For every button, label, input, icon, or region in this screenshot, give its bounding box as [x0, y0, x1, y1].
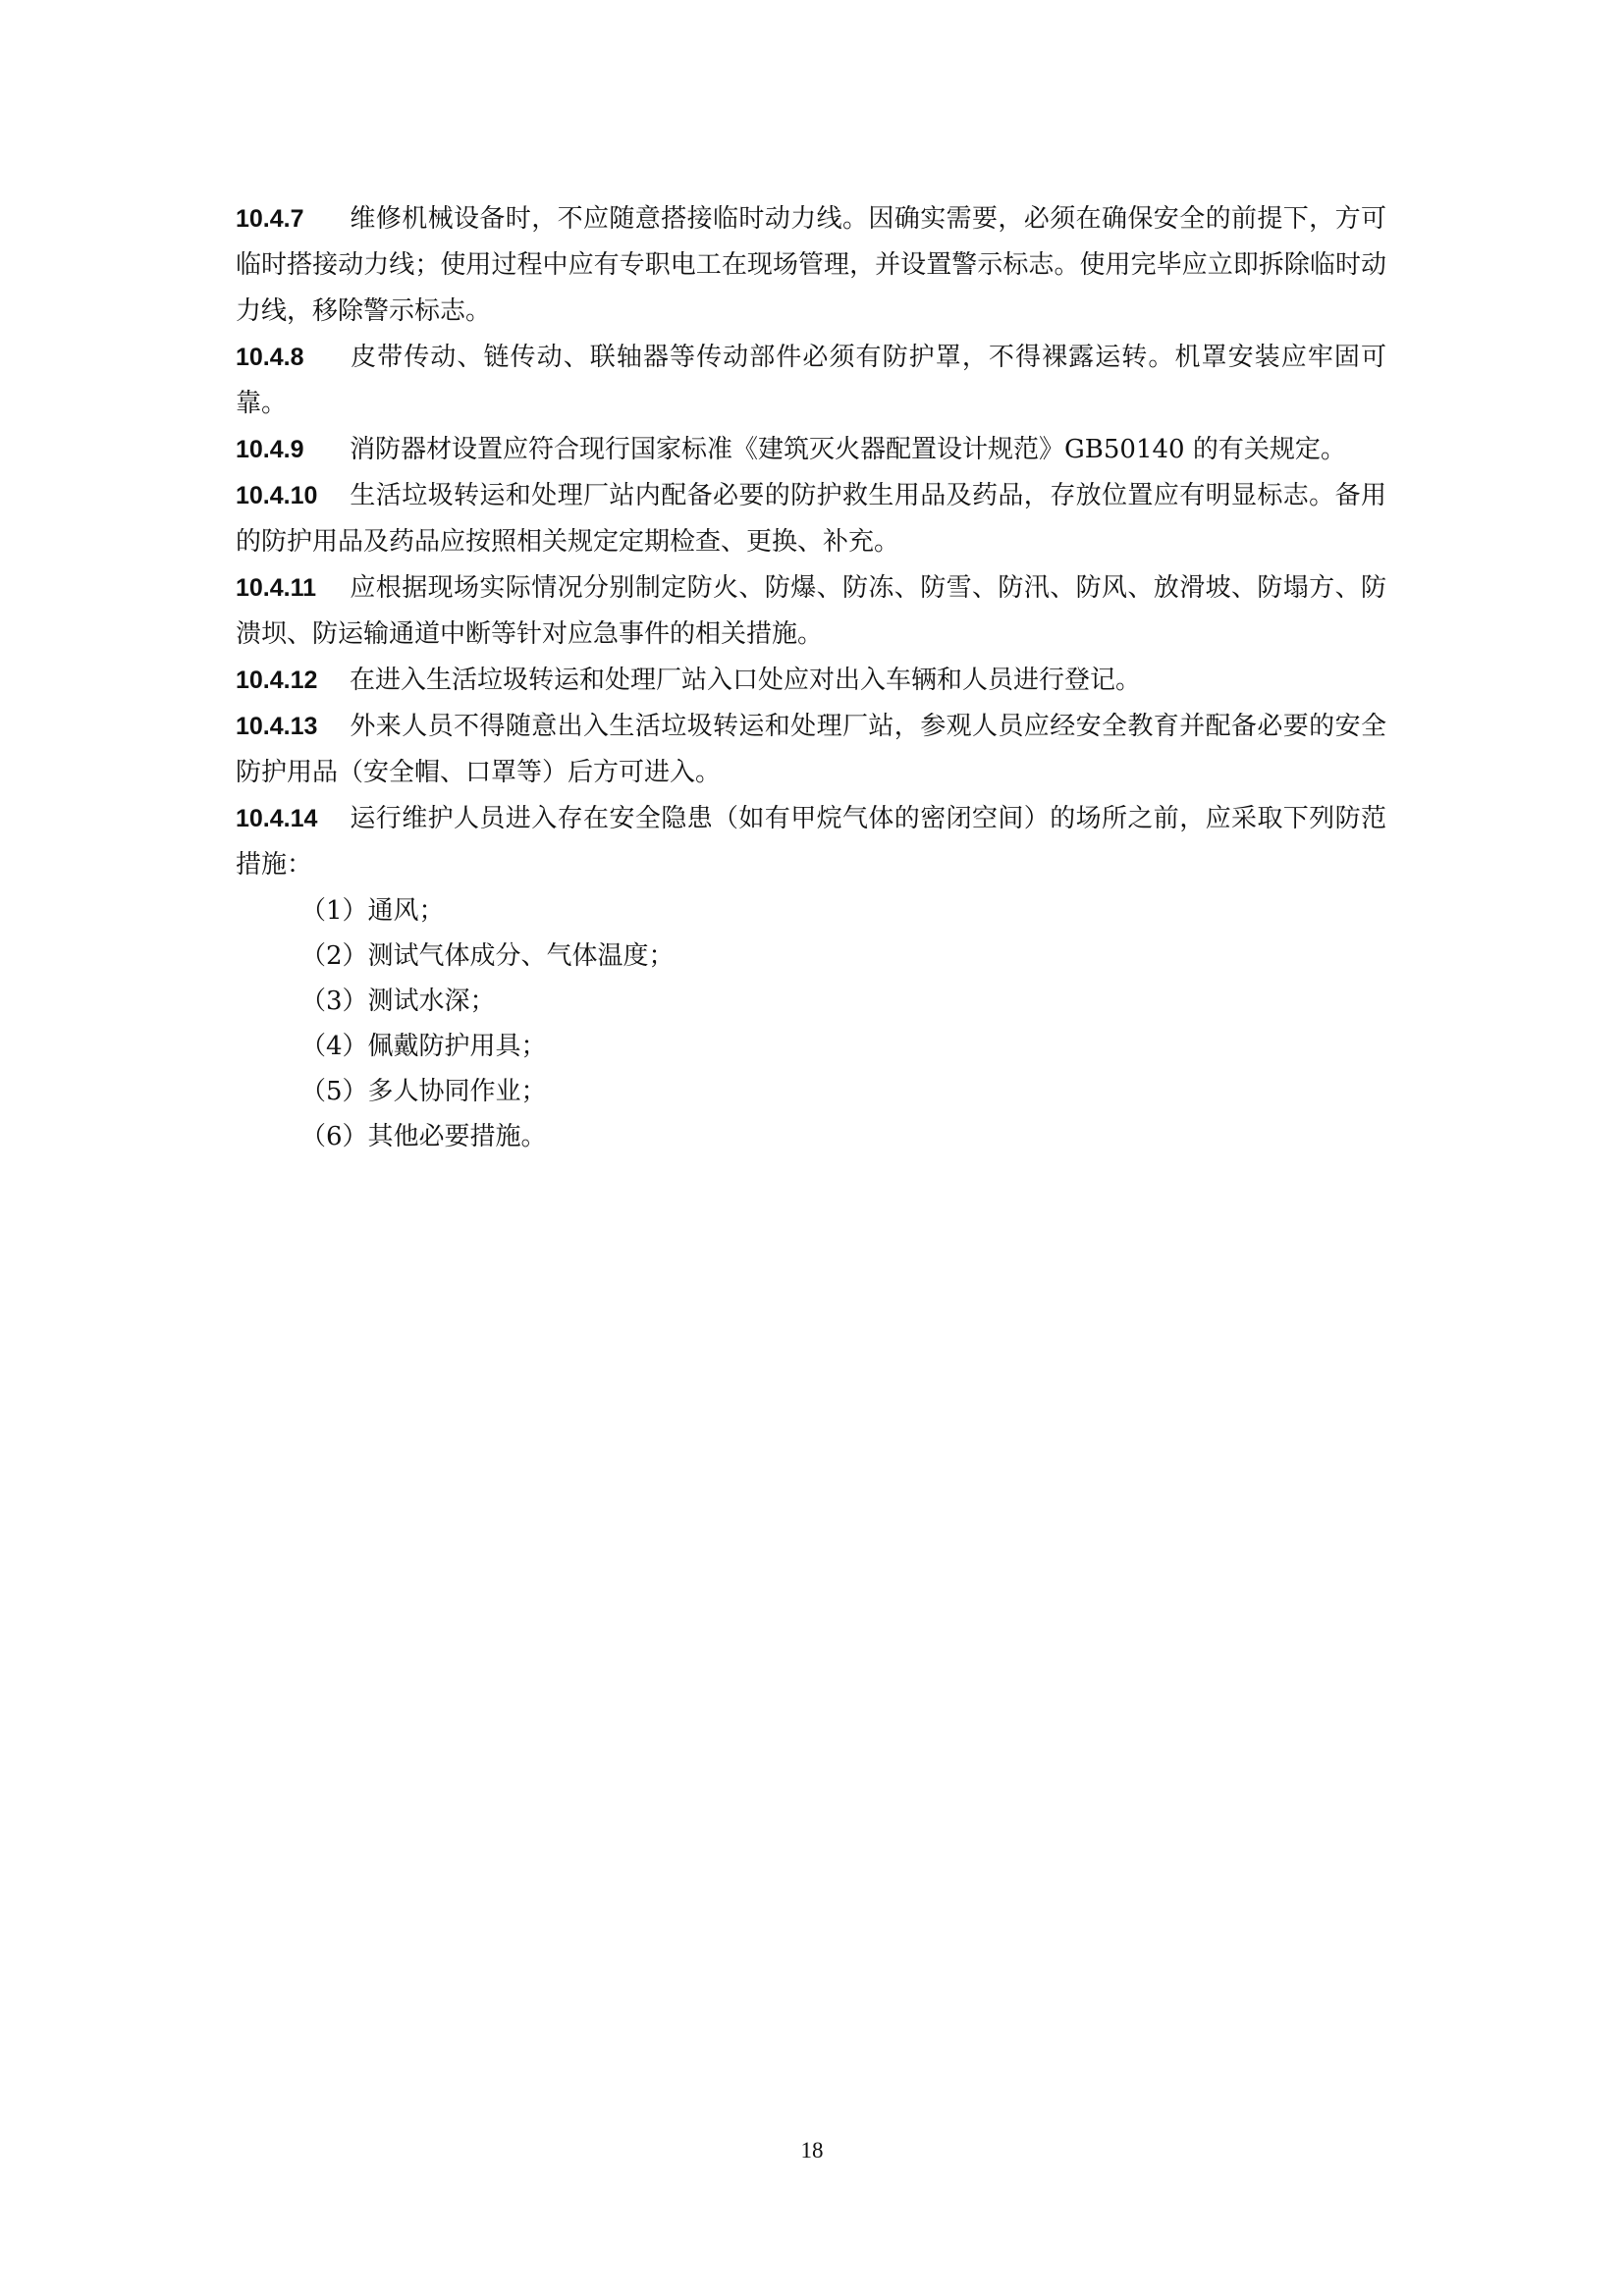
- list-item: （1）通风；: [300, 896, 445, 926]
- clause-text: 皮带传动、链传动、联轴器等传动部件必须有防护罩，不得裸露运转。机罩安装应牢固可靠。: [236, 343, 1386, 418]
- clause-number: 10.4.7: [236, 205, 304, 233]
- clause-text: 运行维护人员进入存在安全隐患（如有甲烷气体的密闭空间）的场所之前，应采取下列防范措施：: [236, 804, 1386, 880]
- list-item: （2）测试气体成分、气体温度；: [300, 941, 675, 971]
- clause-10-4-8: [236, 335, 1386, 427]
- clause-10-4-11: [236, 565, 1386, 658]
- clause-10-4-13: [236, 704, 1386, 796]
- clause-10-4-14: [236, 796, 1386, 888]
- clause-number: 10.4.8: [236, 344, 304, 371]
- clause-10-4-10: [236, 473, 1386, 565]
- clause-text: 生活垃圾转运和处理厂站内配备必要的防护救生用品及药品，存放位置应有明显标志。备用的防护用品及药品应按照相关规定定期检查、更换、补充。: [236, 481, 1386, 557]
- document-body: [236, 196, 1386, 1159]
- clause-10-4-12: [236, 658, 1386, 704]
- list-item: （4）佩戴防护用具；: [300, 1032, 547, 1061]
- clause-text: 在进入生活垃圾转运和处理厂站入口处应对出入车辆和人员进行登记。: [350, 666, 1142, 695]
- list-item: （3）测试水深；: [300, 987, 496, 1016]
- list-item: （6）其他必要措施。: [300, 1122, 547, 1151]
- list-item: （5）多人协同作业；: [300, 1077, 547, 1106]
- clause-text: 应根据现场实际情况分别制定防火、防爆、防冻、防雪、防汛、防风、放滑坡、防塌方、防溃坝、防运输通道中断等针对应急事件的相关措施。: [236, 573, 1386, 649]
- clause-text: 外来人员不得随意出入生活垃圾转运和处理厂站，参观人员应经安全教育并配备必要的安全防护用品（安全帽、口罩等）后方可进入。: [236, 712, 1386, 787]
- clause-number: 10.4.11: [236, 574, 317, 602]
- clause-number: 10.4.12: [236, 667, 318, 694]
- clause-number: 10.4.13: [236, 713, 318, 740]
- clause-10-4-7: [236, 196, 1386, 335]
- clause-number: 10.4.14: [236, 805, 318, 832]
- clause-number: 10.4.10: [236, 482, 318, 509]
- clause-number: 10.4.9: [236, 436, 304, 463]
- measures-list: [236, 888, 1386, 1159]
- clause-text: 消防器材设置应符合现行国家标准《建筑灭火器配置设计规范》GB50140 的有关规定。: [350, 435, 1346, 464]
- page-number: 18: [800, 2138, 824, 2163]
- clause-text: 维修机械设备时，不应随意搭接临时动力线。因确实需要，必须在确保安全的前提下，方可临时搭接动力线；使用过程中应有专职电工在现场管理，并设置警示标志。使用完毕应立即拆除临时动力线，移除警示标志。: [236, 204, 1386, 326]
- clause-10-4-9: [236, 427, 1386, 473]
